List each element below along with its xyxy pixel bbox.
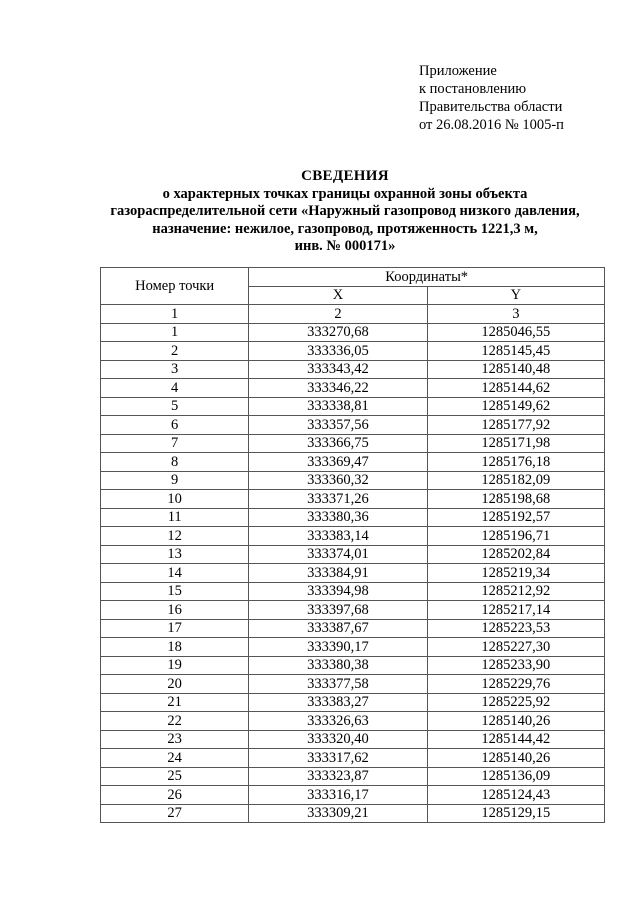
table-row [101,767,605,786]
appendix-line: от 26.08.2016 № 1005-п [419,117,564,133]
y-coordinate-cell: 1285217,14 [427,601,604,620]
table-row [101,490,605,509]
point-number-cell: 24 [101,749,249,768]
x-coordinate-cell: 333309,21 [249,804,427,823]
point-number-cell: 7 [101,434,249,453]
table-row [101,656,605,675]
x-coordinate-cell: 333343,42 [249,360,427,379]
table-row [101,582,605,601]
x-coordinate-cell: 333384,91 [249,564,427,583]
y-coordinate-cell: 1285202,84 [427,545,604,564]
point-number-cell: 12 [101,527,249,546]
y-coordinate-cell: 1285233,90 [427,656,604,675]
x-coordinate-cell: 333336,05 [249,342,427,361]
table-row [101,675,605,694]
table-row [101,508,605,527]
point-number-cell: 16 [101,601,249,620]
y-coordinate-cell: 1285176,18 [427,453,604,472]
point-number-cell: 2 [101,342,249,361]
point-number-cell: 27 [101,804,249,823]
column-number: 1 [101,305,249,324]
x-coordinate-cell: 333366,75 [249,434,427,453]
table-row [101,471,605,490]
point-number-cell: 1 [101,323,249,342]
x-coordinate-cell: 333320,40 [249,730,427,749]
point-number-cell: 17 [101,619,249,638]
table-row [101,342,605,361]
point-number-cell: 21 [101,693,249,712]
y-coordinate-cell: 1285192,57 [427,508,604,527]
y-coordinate-cell: 1285129,15 [427,804,604,823]
table-row [101,379,605,398]
point-number-cell: 8 [101,453,249,472]
point-number-cell: 23 [101,730,249,749]
table-row [101,416,605,435]
x-coordinate-cell: 333371,26 [249,490,427,509]
heading-line: газораспределительной сети «Наружный газопровод низкого давления, [110,203,580,219]
table-header-row [101,268,605,287]
coordinates-table [100,267,605,823]
x-coordinate-cell: 333270,68 [249,323,427,342]
column-header-x: X [249,286,427,305]
table-row [101,527,605,546]
y-coordinate-cell: 1285229,76 [427,675,604,694]
x-coordinate-cell: 333377,58 [249,675,427,694]
y-coordinate-cell: 1285140,26 [427,712,604,731]
heading-line: инв. № 000171» [294,238,396,254]
x-coordinate-cell: 333317,62 [249,749,427,768]
appendix-note [419,62,564,134]
table-row [101,638,605,657]
y-coordinate-cell: 1285144,62 [427,379,604,398]
y-coordinate-cell: 1285046,55 [427,323,604,342]
y-coordinate-cell: 1285182,09 [427,471,604,490]
x-coordinate-cell: 333369,47 [249,453,427,472]
point-number-cell: 11 [101,508,249,527]
y-coordinate-cell: 1285219,34 [427,564,604,583]
y-coordinate-cell: 1285124,43 [427,786,604,805]
point-number-cell: 15 [101,582,249,601]
point-number-cell: 13 [101,545,249,564]
x-coordinate-cell: 333380,38 [249,656,427,675]
x-coordinate-cell: 333390,17 [249,638,427,657]
point-number-cell: 9 [101,471,249,490]
document-heading [100,168,590,256]
x-coordinate-cell: 333357,56 [249,416,427,435]
table-row [101,804,605,823]
table-row [101,786,605,805]
point-number-cell: 26 [101,786,249,805]
column-number-row [101,305,605,324]
x-coordinate-cell: 333397,68 [249,601,427,620]
y-coordinate-cell: 1285225,92 [427,693,604,712]
point-number-cell: 22 [101,712,249,731]
table-row [101,712,605,731]
y-coordinate-cell: 1285212,92 [427,582,604,601]
appendix-line: Правительства области [419,99,563,115]
column-header-y: Y [427,286,604,305]
y-coordinate-cell: 1285149,62 [427,397,604,416]
x-coordinate-cell: 333380,36 [249,508,427,527]
x-coordinate-cell: 333360,32 [249,471,427,490]
column-number: 3 [427,305,604,324]
y-coordinate-cell: 1285171,98 [427,434,604,453]
table-row [101,693,605,712]
table-row [101,360,605,379]
column-header-coordinates: Координаты* [249,268,605,287]
column-header-point: Номер точки [101,268,249,305]
point-number-cell: 20 [101,675,249,694]
table-row [101,323,605,342]
document-title: СВЕДЕНИЯ [301,168,389,184]
point-number-cell: 18 [101,638,249,657]
y-coordinate-cell: 1285227,30 [427,638,604,657]
x-coordinate-cell: 333323,87 [249,767,427,786]
x-coordinate-cell: 333374,01 [249,545,427,564]
y-coordinate-cell: 1285136,09 [427,767,604,786]
table-row [101,453,605,472]
x-coordinate-cell: 333394,98 [249,582,427,601]
table-row [101,545,605,564]
y-coordinate-cell: 1285198,68 [427,490,604,509]
y-coordinate-cell: 1285223,53 [427,619,604,638]
y-coordinate-cell: 1285145,45 [427,342,604,361]
column-number: 2 [249,305,427,324]
appendix-line: к постановлению [419,81,527,97]
x-coordinate-cell: 333316,17 [249,786,427,805]
point-number-cell: 3 [101,360,249,379]
x-coordinate-cell: 333338,81 [249,397,427,416]
table-row [101,749,605,768]
table-row [101,601,605,620]
table-row [101,730,605,749]
point-number-cell: 25 [101,767,249,786]
heading-line: назначение: нежилое, газопровод, протяженность 1221,3 м, [152,220,538,237]
table-row [101,564,605,583]
table-row [101,397,605,416]
y-coordinate-cell: 1285140,26 [427,749,604,768]
x-coordinate-cell: 333326,63 [249,712,427,731]
x-coordinate-cell: 333383,27 [249,693,427,712]
point-number-cell: 14 [101,564,249,583]
appendix-line: Приложение [419,63,497,79]
heading-line: о характерных точках границы охранной зоны объекта [162,185,528,202]
y-coordinate-cell: 1285144,42 [427,730,604,749]
point-number-cell: 5 [101,397,249,416]
y-coordinate-cell: 1285196,71 [427,527,604,546]
point-number-cell: 19 [101,656,249,675]
point-number-cell: 10 [101,490,249,509]
x-coordinate-cell: 333346,22 [249,379,427,398]
table-row [101,434,605,453]
point-number-cell: 4 [101,379,249,398]
x-coordinate-cell: 333387,67 [249,619,427,638]
x-coordinate-cell: 333383,14 [249,527,427,546]
table-row [101,619,605,638]
y-coordinate-cell: 1285140,48 [427,360,604,379]
y-coordinate-cell: 1285177,92 [427,416,604,435]
point-number-cell: 6 [101,416,249,435]
